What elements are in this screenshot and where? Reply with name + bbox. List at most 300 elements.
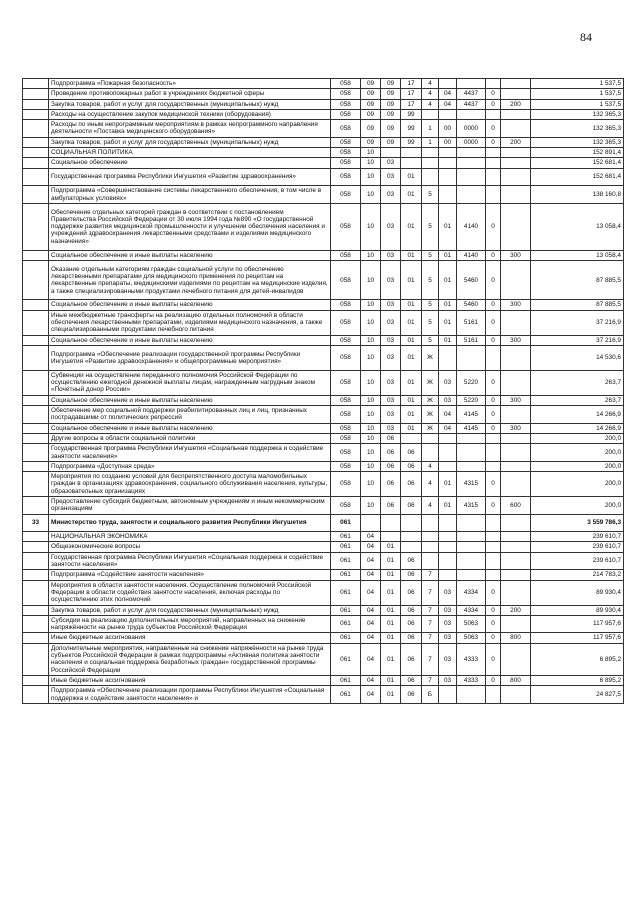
row-ministry-code: 058 <box>331 496 361 514</box>
row-measure-code: 00 <box>439 137 457 147</box>
row-measure-code <box>439 433 457 443</box>
row-ministry-code: 058 <box>331 395 361 405</box>
row-subsection-code: 01 <box>381 605 401 615</box>
row-expense-type: 200 <box>501 99 531 109</box>
row-name: Государственная программа Республики Ингушетия «Развитие здравоохранения» <box>49 168 331 186</box>
row-name: Подпрограмма «Обеспечение реализации программы Республики Ингушетия «Социальная поддержка и содействие занятости населения» и <box>49 686 331 704</box>
row-ministry-code: 061 <box>331 643 361 675</box>
row-subsection-code: 03 <box>381 406 401 424</box>
row-name: Подпрограмма «Пожарная безопасность» <box>49 79 331 89</box>
row-name: Закупка товаров, работ и услуг для государственных (муниципальных) нужд <box>49 605 331 615</box>
row-subsection-code: 03 <box>381 260 401 300</box>
row-measure-code: 04 <box>439 99 457 109</box>
row-name: Государственная программа Республики Ингушетия «Социальная поддержка и содействие занятости населения» <box>49 444 331 462</box>
row-expense-type <box>501 345 531 370</box>
row-expense-suffix <box>486 158 501 168</box>
row-ministry-code: 061 <box>331 605 361 615</box>
table-row <box>23 203 624 250</box>
row-name: Расходы на осуществление закупок медицинской техники (оборудования) <box>49 109 331 119</box>
row-section-code: 04 <box>361 605 381 615</box>
row-measure-code <box>439 461 457 471</box>
row-name: Предоставление субсидий бюджетным, автономным учреждениям и иным некоммерческим организациям <box>49 496 331 514</box>
row-subsection-code: 09 <box>381 120 401 138</box>
row-expense-code: 4315 <box>457 496 486 514</box>
row-measure-code <box>439 148 457 158</box>
row-number <box>23 406 49 424</box>
row-ministry-code: 058 <box>331 300 361 310</box>
row-amount: 14 530,6 <box>531 345 624 370</box>
row-section-code: 04 <box>361 580 381 605</box>
row-subsection-code: 01 <box>381 686 401 704</box>
row-number <box>23 615 49 633</box>
row-program-code: 01 <box>401 370 422 395</box>
row-subsection-code: 09 <box>381 137 401 147</box>
row-program-code: 06 <box>401 675 422 685</box>
row-expense-type <box>501 444 531 462</box>
table-row <box>23 335 624 345</box>
row-section-code: 04 <box>361 532 381 542</box>
row-expense-code: 5161 <box>457 310 486 335</box>
row-amount: 13 058,4 <box>531 203 624 250</box>
row-ministry-code: 058 <box>331 345 361 370</box>
row-expense-type <box>501 109 531 119</box>
row-subprogram-code <box>422 168 439 186</box>
row-measure-code: 04 <box>439 406 457 424</box>
table-row <box>23 580 624 605</box>
row-amount: 200,0 <box>531 496 624 514</box>
row-expense-code: 4333 <box>457 643 486 675</box>
table-row <box>23 406 624 424</box>
row-expense-suffix: 0 <box>486 203 501 250</box>
row-section-code: 09 <box>361 109 381 119</box>
row-expense-suffix <box>486 345 501 370</box>
row-measure-code <box>439 686 457 704</box>
row-ministry-code: 058 <box>331 137 361 147</box>
row-ministry-code: 058 <box>331 109 361 119</box>
row-number <box>23 570 49 580</box>
row-measure-code: 03 <box>439 615 457 633</box>
row-name: Подпрограмма «Обеспечение реализации государственной программы Республики Ингушетия «Развитие здравоохранения» и общепрограммные мероприятия» <box>49 345 331 370</box>
row-expense-code: 4145 <box>457 406 486 424</box>
row-measure-code <box>439 570 457 580</box>
row-name: СОЦИАЛЬНАЯ ПОЛИТИКА <box>49 148 331 158</box>
row-program-code: 17 <box>401 99 422 109</box>
row-expense-suffix: 0 <box>486 423 501 433</box>
table-row <box>23 423 624 433</box>
row-ministry-code: 058 <box>331 99 361 109</box>
row-subprogram-code <box>422 109 439 119</box>
row-expense-code <box>457 433 486 443</box>
row-expense-suffix <box>486 148 501 158</box>
row-subsection-code: 01 <box>381 570 401 580</box>
row-section-code: 10 <box>361 433 381 443</box>
row-expense-suffix: 0 <box>486 300 501 310</box>
row-amount: 263,7 <box>531 370 624 395</box>
row-subprogram-code: 7 <box>422 580 439 605</box>
row-subprogram-code <box>422 444 439 462</box>
row-section-code: 09 <box>361 99 381 109</box>
row-measure-code <box>439 532 457 542</box>
row-measure-code <box>439 345 457 370</box>
row-expense-suffix: 0 <box>486 89 501 99</box>
row-subprogram-code <box>422 552 439 570</box>
row-amount: 89 930,4 <box>531 580 624 605</box>
row-expense-type <box>501 615 531 633</box>
row-subprogram-code: 7 <box>422 570 439 580</box>
table-row <box>23 395 624 405</box>
row-section-code: 10 <box>361 472 381 497</box>
row-expense-code <box>457 444 486 462</box>
row-expense-suffix <box>486 514 501 532</box>
row-expense-suffix: 0 <box>486 250 501 260</box>
row-program-code: 06 <box>401 496 422 514</box>
row-section-code <box>361 514 381 532</box>
row-name: Другие вопросы в области социальной политики <box>49 433 331 443</box>
row-number <box>23 686 49 704</box>
row-amount: 87 885,5 <box>531 300 624 310</box>
row-program-code: 01 <box>401 186 422 204</box>
row-number <box>23 472 49 497</box>
row-amount: 152 681,4 <box>531 158 624 168</box>
row-name: Социальное обеспечение и иные выплаты населению <box>49 335 331 345</box>
row-measure-code: 03 <box>439 643 457 675</box>
row-measure-code: 03 <box>439 675 457 685</box>
table-row <box>23 250 624 260</box>
row-expense-code: 4145 <box>457 423 486 433</box>
row-subsection-code: 03 <box>381 168 401 186</box>
row-expense-code <box>457 168 486 186</box>
row-ministry-code: 058 <box>331 89 361 99</box>
row-name: Оказание отдельным категориям граждан социальной услуги по обеспечению лекарственными препаратами для медицинского применения по рецептам на лекарственные препараты, медицинскими изделиями по рецептам на медицинские изделия, а также специализированными продуктами лечебного питания для детей-инвалидов <box>49 260 331 300</box>
row-expense-suffix: 0 <box>486 335 501 345</box>
row-expense-code <box>457 186 486 204</box>
row-program-code: 06 <box>401 615 422 633</box>
row-section-code: 10 <box>361 461 381 471</box>
row-expense-code <box>457 148 486 158</box>
row-section-code: 10 <box>361 444 381 462</box>
row-expense-code: 5460 <box>457 300 486 310</box>
row-number <box>23 120 49 138</box>
row-number <box>23 633 49 643</box>
row-number <box>23 496 49 514</box>
table-row <box>23 496 624 514</box>
row-program-code: 06 <box>401 643 422 675</box>
row-program-code: 06 <box>401 605 422 615</box>
row-expense-suffix: 0 <box>486 496 501 514</box>
row-expense-suffix <box>486 444 501 462</box>
row-program-code: 01 <box>401 260 422 300</box>
row-expense-type <box>501 158 531 168</box>
table-row <box>23 148 624 158</box>
row-expense-type <box>501 461 531 471</box>
row-name: Обеспечение мер социальной поддержки реабилитированных лиц и лиц, признанных пострадавшими от политических репрессий <box>49 406 331 424</box>
row-subsection-code: 03 <box>381 203 401 250</box>
table-row <box>23 310 624 335</box>
row-name: Закупка товаров, работ и услуг для государственных (муниципальных) нужд <box>49 99 331 109</box>
row-subsection-code: 03 <box>381 423 401 433</box>
row-expense-suffix <box>486 532 501 542</box>
row-number <box>23 532 49 542</box>
row-ministry-code: 058 <box>331 79 361 89</box>
row-program-code <box>401 148 422 158</box>
row-section-code: 10 <box>361 148 381 158</box>
row-measure-code: 01 <box>439 496 457 514</box>
row-program-code: 01 <box>401 168 422 186</box>
row-ministry-code: 061 <box>331 675 361 685</box>
row-program-code: 01 <box>401 345 422 370</box>
row-measure-code: 00 <box>439 120 457 138</box>
row-name: Иные бюджетные ассигнования <box>49 633 331 643</box>
row-ministry-code: 061 <box>331 570 361 580</box>
row-program-code: 99 <box>401 109 422 119</box>
row-section-code: 10 <box>361 260 381 300</box>
row-expense-type: 300 <box>501 423 531 433</box>
row-section-code: 04 <box>361 542 381 552</box>
row-number <box>23 433 49 443</box>
row-amount: 1 537,5 <box>531 99 624 109</box>
row-subprogram-code <box>422 542 439 552</box>
row-program-code: 06 <box>401 444 422 462</box>
row-expense-code: 4140 <box>457 203 486 250</box>
row-expense-suffix: 0 <box>486 580 501 605</box>
row-amount: 6 895,2 <box>531 643 624 675</box>
row-section-code: 10 <box>361 370 381 395</box>
row-name: Общеэкономические вопросы <box>49 542 331 552</box>
row-name: Подпрограмма «Содействие занятости населения» <box>49 570 331 580</box>
row-number <box>23 109 49 119</box>
row-expense-suffix <box>486 186 501 204</box>
row-name: Социальное обеспечение <box>49 158 331 168</box>
row-ministry-code: 058 <box>331 433 361 443</box>
row-section-code: 10 <box>361 335 381 345</box>
row-name: Субвенции на осуществление переданного полномочия Российской Федерации по осуществлению ежегодной денежной выплаты лицам, награжденным нагрудным знаком «Почётный донор России» <box>49 370 331 395</box>
row-name: Расходы по иным непрограммным мероприятиям в рамках непрограммного направления деятельности «Поставка медицинского оборудования» <box>49 120 331 138</box>
row-ministry-code: 058 <box>331 461 361 471</box>
row-expense-type <box>501 370 531 395</box>
row-subprogram-code: Б <box>422 686 439 704</box>
row-expense-code: 4334 <box>457 605 486 615</box>
table-row <box>23 370 624 395</box>
row-measure-code <box>439 186 457 204</box>
row-number <box>23 675 49 685</box>
row-program-code: 06 <box>401 472 422 497</box>
row-expense-code: 5161 <box>457 335 486 345</box>
row-number <box>23 250 49 260</box>
row-ministry-code: 061 <box>331 514 361 532</box>
row-expense-type <box>501 580 531 605</box>
row-program-code <box>401 158 422 168</box>
row-expense-type <box>501 168 531 186</box>
row-expense-type <box>501 686 531 704</box>
row-expense-suffix: 0 <box>486 633 501 643</box>
row-program-code <box>401 433 422 443</box>
row-subsection-code: 03 <box>381 300 401 310</box>
row-expense-type: 300 <box>501 335 531 345</box>
row-measure-code: 01 <box>439 472 457 497</box>
row-ministry-code: 061 <box>331 580 361 605</box>
row-expense-code: 5063 <box>457 633 486 643</box>
row-program-code <box>401 542 422 552</box>
row-expense-suffix: 0 <box>486 472 501 497</box>
row-expense-type <box>501 310 531 335</box>
row-amount: 263,7 <box>531 395 624 405</box>
table-row <box>23 552 624 570</box>
row-section-code: 09 <box>361 79 381 89</box>
row-ministry-code: 058 <box>331 186 361 204</box>
row-subsection-code: 03 <box>381 250 401 260</box>
row-name: Проведение противопожарных работ в учреждениях бюджетной сферы <box>49 89 331 99</box>
row-amount: 117 957,6 <box>531 633 624 643</box>
row-subprogram-code: 5 <box>422 186 439 204</box>
row-expense-suffix <box>486 461 501 471</box>
row-expense-code: 4315 <box>457 472 486 497</box>
row-subprogram-code: 5 <box>422 203 439 250</box>
row-expense-suffix: 0 <box>486 310 501 335</box>
row-subprogram-code: Ж <box>422 423 439 433</box>
row-program-code: 06 <box>401 461 422 471</box>
row-name: НАЦИОНАЛЬНАЯ ЭКОНОМИКА <box>49 532 331 542</box>
table-row <box>23 686 624 704</box>
row-subprogram-code: Ж <box>422 395 439 405</box>
row-subsection-code: 01 <box>381 580 401 605</box>
row-amount: 200,0 <box>531 444 624 462</box>
row-subsection-code: 03 <box>381 186 401 204</box>
row-program-code: 01 <box>401 310 422 335</box>
row-measure-code <box>439 109 457 119</box>
row-program-code: 99 <box>401 137 422 147</box>
row-amount: 117 957,6 <box>531 615 624 633</box>
row-name: Обеспечение отдельных категорий граждан в соответствии с постановлением Правительства Российской Федерации от 30 июля 1994 года №890 «О государственной поддержке развития медицинской промышленности и улучшении обеспечения населения и учреждений здравоохранения лекарственными средствами и изделиями медицинского назначения» <box>49 203 331 250</box>
row-measure-code: 01 <box>439 335 457 345</box>
row-expense-type: 800 <box>501 675 531 685</box>
row-expense-suffix: 0 <box>486 120 501 138</box>
row-name: Мероприятия по созданию условий для беспрепятственного доступа маломобильных граждан в организациях здравоохранения, социального обслуживания населения, культуры, образовательных организациях <box>49 472 331 497</box>
row-number <box>23 335 49 345</box>
table-row <box>23 615 624 633</box>
table-row <box>23 472 624 497</box>
row-expense-suffix <box>486 168 501 186</box>
row-number <box>23 99 49 109</box>
row-expense-type <box>501 472 531 497</box>
row-number <box>23 310 49 335</box>
row-number <box>23 461 49 471</box>
row-number: 33 <box>23 514 49 532</box>
row-section-code: 04 <box>361 552 381 570</box>
table-row <box>23 99 624 109</box>
row-expense-suffix <box>486 542 501 552</box>
row-subprogram-code: 7 <box>422 643 439 675</box>
row-program-code: 01 <box>401 300 422 310</box>
row-subprogram-code: 5 <box>422 310 439 335</box>
row-subprogram-code <box>422 433 439 443</box>
row-expense-type: 300 <box>501 250 531 260</box>
row-subprogram-code: 5 <box>422 250 439 260</box>
row-subsection-code: 09 <box>381 79 401 89</box>
row-subprogram-code: 4 <box>422 461 439 471</box>
row-program-code: 06 <box>401 552 422 570</box>
row-subprogram-code: 1 <box>422 137 439 147</box>
row-name: Подпрограмма «Доступная среда» <box>49 461 331 471</box>
table-row <box>23 260 624 300</box>
row-measure-code <box>439 552 457 570</box>
row-expense-type <box>501 148 531 158</box>
row-amount: 138 160,8 <box>531 186 624 204</box>
row-expense-suffix: 0 <box>486 406 501 424</box>
row-program-code: 06 <box>401 570 422 580</box>
row-number <box>23 158 49 168</box>
row-section-code: 04 <box>361 686 381 704</box>
row-measure-code: 01 <box>439 260 457 300</box>
row-ministry-code: 061 <box>331 552 361 570</box>
row-program-code <box>401 532 422 542</box>
row-section-code: 04 <box>361 615 381 633</box>
row-measure-code: 03 <box>439 605 457 615</box>
row-subprogram-code: 4 <box>422 79 439 89</box>
row-program-code: 99 <box>401 120 422 138</box>
table-row <box>23 461 624 471</box>
row-expense-code: 5063 <box>457 615 486 633</box>
row-expense-code <box>457 542 486 552</box>
row-amount: 200,0 <box>531 433 624 443</box>
row-name: Дополнительные мероприятия, направленные на снижение напряжённости на рынке труда субъектов Российской Федерации в рамках подпрограммы «Активная политика занятости населения и социальная поддержка безработных граждан» государственной программы Российской Федерации <box>49 643 331 675</box>
row-amount: 13 058,4 <box>531 250 624 260</box>
row-name: Социальное обеспечение и иные выплаты населению <box>49 300 331 310</box>
row-number <box>23 79 49 89</box>
row-subsection-code: 09 <box>381 109 401 119</box>
row-amount: 132 365,3 <box>531 120 624 138</box>
row-expense-code <box>457 158 486 168</box>
table-row <box>23 605 624 615</box>
row-expense-type <box>501 433 531 443</box>
row-number <box>23 370 49 395</box>
table-row <box>23 675 624 685</box>
table-row <box>23 168 624 186</box>
row-section-code: 10 <box>361 250 381 260</box>
row-subprogram-code: 5 <box>422 260 439 300</box>
row-subprogram-code: Ж <box>422 345 439 370</box>
table-row <box>23 89 624 99</box>
row-amount: 3 559 786,3 <box>531 514 624 532</box>
row-ministry-code: 058 <box>331 250 361 260</box>
row-amount: 239 610,7 <box>531 532 624 542</box>
row-section-code: 04 <box>361 675 381 685</box>
row-number <box>23 423 49 433</box>
row-amount: 14 266,9 <box>531 423 624 433</box>
row-name: Социальное обеспечение и иные выплаты населению <box>49 250 331 260</box>
table-row <box>23 158 624 168</box>
row-subsection-code <box>381 514 401 532</box>
row-expense-suffix: 0 <box>486 260 501 300</box>
row-subsection-code: 01 <box>381 643 401 675</box>
row-section-code: 10 <box>361 186 381 204</box>
row-ministry-code: 058 <box>331 168 361 186</box>
row-amount: 1 537,5 <box>531 79 624 89</box>
row-program-code: 01 <box>401 335 422 345</box>
row-program-code: 01 <box>401 395 422 405</box>
row-subsection-code: 01 <box>381 542 401 552</box>
row-measure-code: 01 <box>439 203 457 250</box>
row-expense-type: 200 <box>501 605 531 615</box>
row-program-code: 06 <box>401 580 422 605</box>
row-program-code: 01 <box>401 250 422 260</box>
row-section-code: 09 <box>361 89 381 99</box>
row-subsection-code: 01 <box>381 633 401 643</box>
row-amount: 200,0 <box>531 472 624 497</box>
row-subsection-code: 03 <box>381 310 401 335</box>
row-expense-code <box>457 461 486 471</box>
row-number <box>23 300 49 310</box>
row-expense-code: 5220 <box>457 370 486 395</box>
